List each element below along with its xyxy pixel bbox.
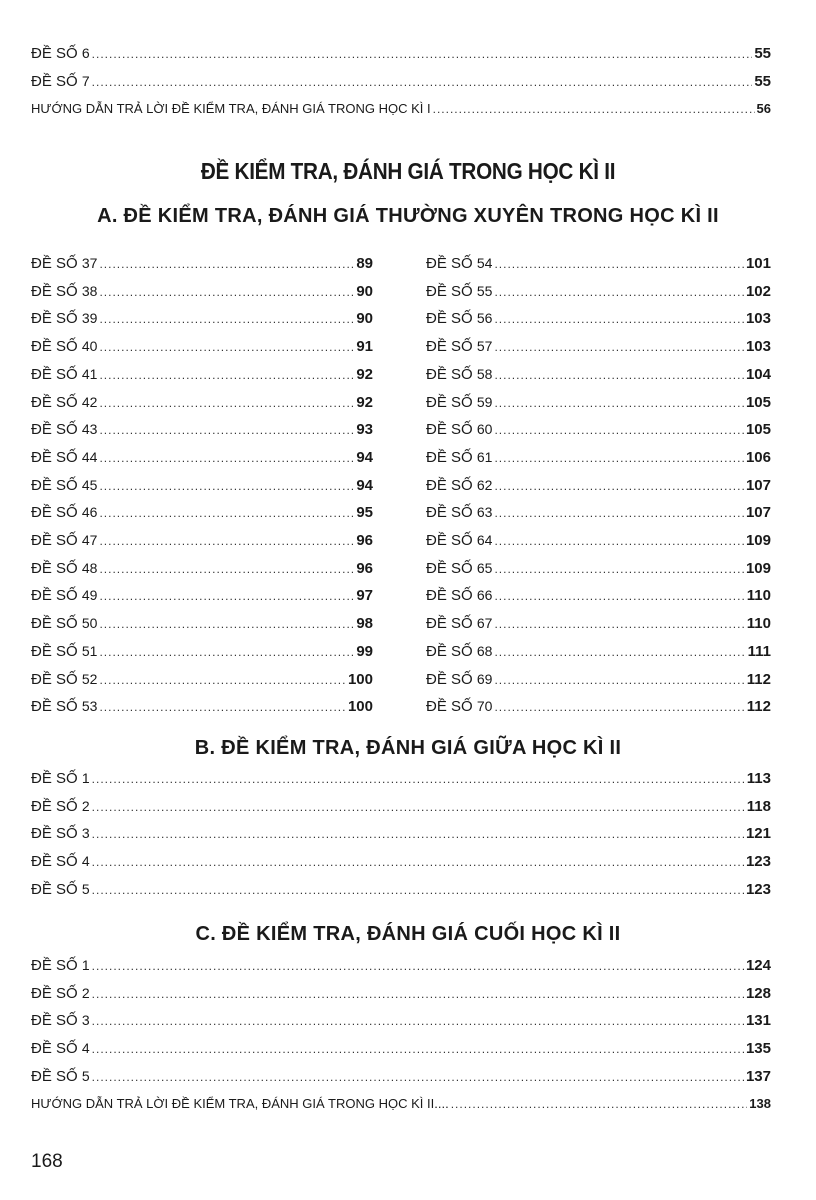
toc-entry-label [31, 610, 97, 637]
toc-entry-label [31, 1091, 449, 1117]
toc-entry-number: 5 [81, 1067, 90, 1084]
toc-entry-title: ĐỀ SỐ [31, 338, 78, 356]
page-number: 168 [31, 1151, 63, 1172]
toc-entry-number: 40 [81, 338, 98, 355]
toc-entry-number: 54 [476, 255, 493, 271]
toc-entry-title: ĐỀ SỐ [31, 504, 78, 522]
toc-entry-label [31, 765, 90, 792]
toc-entry-number: 66 [476, 587, 493, 604]
toc-entry-number: 65 [476, 559, 493, 576]
toc-entry-title: ĐỀ SỐ [426, 559, 473, 577]
toc-entry[interactable] [31, 952, 771, 978]
toc-entry-label [31, 278, 97, 305]
dot-leader [451, 1091, 748, 1117]
toc-entry-title: ĐỀ SỐ [426, 615, 473, 633]
toc-entry-label [31, 250, 97, 277]
toc-entry-label [31, 666, 97, 693]
dot-leader [99, 611, 354, 637]
toc-entry[interactable] [31, 527, 373, 553]
toc-entry-label [31, 876, 90, 903]
dot-leader [92, 69, 753, 95]
toc-entry[interactable] [31, 610, 373, 636]
toc-entry[interactable] [426, 582, 771, 608]
toc-entry-label [31, 1035, 90, 1062]
toc-entry-title: ĐỀ SỐ [31, 698, 78, 716]
toc-entry-page: 100 [347, 698, 373, 716]
toc-entry-title: ĐỀ SỐ [426, 282, 473, 300]
toc-entry[interactable] [31, 1063, 771, 1089]
dot-leader [99, 362, 354, 388]
dot-leader [494, 473, 744, 499]
toc-entry-number: 4 [81, 1040, 90, 1057]
toc-entry[interactable] [31, 278, 373, 304]
toc-entry-number: 42 [81, 393, 98, 410]
dot-leader [494, 445, 744, 471]
dot-leader [99, 639, 354, 665]
toc-entry-label [426, 472, 492, 499]
toc-entry-number: 39 [81, 310, 98, 327]
toc-entry-number: 52 [81, 670, 98, 687]
toc-entry-number: 46 [81, 504, 98, 521]
toc-entry-number: 58 [476, 365, 493, 382]
toc-entry-page: 97 [356, 587, 373, 605]
dot-leader [99, 390, 354, 416]
toc-entry-label [31, 333, 97, 360]
toc-entry-title: ĐỀ SỐ [31, 421, 78, 439]
toc-entry-label [31, 96, 431, 122]
toc-entry-title: ĐỀ SỐ [31, 559, 78, 577]
toc-entry-label [31, 68, 90, 95]
toc-entry[interactable] [426, 444, 771, 470]
toc-entry-page: 55 [754, 73, 771, 90]
toc-entry-label [31, 793, 90, 820]
toc-entry-number: 64 [476, 532, 493, 548]
toc-entry[interactable] [31, 250, 373, 276]
toc-entry-number: 1 [81, 770, 90, 786]
toc-entry-label [426, 278, 492, 305]
toc-entry-label [31, 472, 97, 499]
toc-entry[interactable] [31, 1091, 771, 1117]
toc-entry-number: 38 [81, 282, 98, 299]
toc-entry-title: HƯỚNG DẪN TRẢ LỜI ĐỀ KIỂM TRA, ĐÁNH GIÁ TRONG HỌC KÌ I [31, 101, 431, 116]
toc-entry-label [426, 555, 492, 582]
toc-entry-label [31, 638, 97, 665]
dot-leader [494, 528, 744, 554]
toc-entry[interactable] [426, 666, 771, 692]
dot-leader [494, 279, 744, 305]
toc-entry-page: 102 [745, 282, 771, 300]
toc-entry-page: 118 [746, 797, 771, 815]
dot-leader [494, 583, 744, 609]
toc-entry-title: ĐỀ SỐ [31, 957, 78, 974]
toc-entry[interactable] [31, 333, 373, 359]
toc-entry-label [31, 527, 97, 554]
toc-entry-title: ĐỀ SỐ [31, 310, 78, 328]
dot-leader [99, 694, 346, 720]
section-c-title: C. ĐỀ KIỂM TRA, ĐÁNH GIÁ CUỐI HỌC KÌ II [195, 923, 621, 945]
toc-entry-label [426, 666, 492, 693]
toc-entry-page: 110 [746, 587, 771, 605]
toc-entry-number: 43 [81, 421, 98, 438]
toc-entry[interactable] [31, 555, 373, 581]
toc-entry-title: ĐỀ SỐ [31, 797, 78, 815]
dot-leader [494, 362, 744, 388]
dot-leader [99, 528, 354, 554]
toc-entry-page: 107 [745, 476, 771, 494]
toc-entry[interactable] [31, 68, 771, 94]
toc-entry[interactable] [426, 361, 771, 387]
toc-entry-label [426, 610, 492, 637]
toc-entry-title: ĐỀ SỐ [31, 1040, 78, 1058]
toc-entry-number: 5 [81, 880, 90, 897]
toc-entry-title: ĐỀ SỐ [31, 1012, 78, 1030]
dot-leader [494, 667, 744, 693]
toc-entry[interactable] [31, 96, 771, 122]
toc-entry-page: 106 [745, 448, 771, 466]
dot-leader [494, 390, 744, 416]
toc-entry-title: ĐỀ SỐ [31, 255, 78, 272]
toc-entry-page: 123 [745, 880, 771, 898]
toc-entry[interactable] [426, 333, 771, 359]
dot-leader [99, 500, 354, 526]
toc-entry-label [426, 416, 492, 443]
toc-entry-title: ĐỀ SỐ [426, 504, 473, 522]
section-b-title: B. ĐỀ KIỂM TRA, ĐÁNH GIÁ GIỮA HỌC KÌ II [194, 737, 622, 759]
toc-entry-title: ĐỀ SỐ [426, 532, 473, 549]
dot-leader [92, 849, 744, 875]
toc-entry-page: 56 [756, 101, 771, 116]
toc-entry-page: 111 [747, 642, 771, 660]
dot-leader [433, 96, 755, 122]
toc-entry[interactable] [426, 278, 771, 304]
toc-entry-title: HƯỚNG DẪN TRẢ LỜI ĐỀ KIỂM TRA, ĐÁNH GIÁ TRONG HỌC KÌ II.... [31, 1095, 449, 1111]
toc-entry-label [31, 361, 97, 388]
main-title: ĐỀ KIỂM TRA, ĐÁNH GIÁ TRONG HỌC KÌ II [200, 158, 616, 184]
toc-entry-number: 50 [81, 615, 98, 632]
toc-entry-number: 60 [476, 421, 493, 438]
toc-entry[interactable] [426, 389, 771, 415]
toc-entry-page: 91 [356, 338, 373, 356]
toc-entry[interactable] [31, 820, 771, 846]
toc-entry-page: 92 [356, 393, 373, 411]
toc-entry-label [426, 361, 492, 388]
dot-leader [92, 821, 744, 847]
toc-entry-label [31, 848, 90, 875]
toc-entry-page: 104 [745, 365, 771, 383]
toc-entry-label [426, 333, 492, 360]
toc-entry[interactable] [426, 472, 771, 498]
toc-entry[interactable] [426, 305, 771, 331]
dot-leader [494, 639, 745, 665]
toc-entry[interactable] [31, 876, 771, 902]
toc-entry[interactable] [31, 361, 373, 387]
toc-entry-label [31, 1063, 90, 1090]
toc-entry-label [31, 444, 97, 471]
toc-entry-page: 124 [745, 957, 771, 974]
toc-entry-title: ĐỀ SỐ [426, 476, 473, 494]
toc-entry-label [426, 527, 492, 554]
dot-leader [92, 41, 753, 67]
toc-entry-number: 63 [476, 504, 493, 521]
dot-leader [99, 667, 346, 693]
toc-entry-page: 105 [745, 393, 771, 411]
toc-entry-number: 2 [81, 797, 90, 814]
toc-entry-title: ĐỀ SỐ [31, 532, 78, 549]
toc-entry[interactable] [31, 848, 771, 874]
dot-leader [92, 1008, 744, 1034]
toc-entry-page: 128 [745, 984, 771, 1002]
toc-entry-number: 51 [81, 642, 98, 659]
toc-entry-title: ĐỀ SỐ [31, 448, 78, 466]
toc-entry-page: 105 [745, 421, 771, 439]
toc-entry-page: 89 [356, 255, 373, 272]
toc-entry-title: ĐỀ SỐ [31, 365, 78, 383]
toc-entry-label [426, 638, 492, 665]
toc-entry-page: 123 [745, 853, 771, 871]
toc-entry-page: 99 [356, 642, 373, 660]
toc-entry-number: 68 [476, 642, 493, 659]
dot-leader [99, 306, 354, 332]
toc-entry-number: 47 [81, 532, 98, 548]
dot-leader [494, 417, 744, 443]
toc-entry-title: ĐỀ SỐ [426, 310, 473, 328]
toc-entry-label [426, 693, 492, 720]
toc-entry[interactable] [31, 444, 373, 470]
toc-entry-number: 37 [81, 255, 98, 271]
toc-entry-label [426, 444, 492, 471]
toc-entry-page: 135 [745, 1040, 771, 1058]
toc-entry[interactable] [31, 638, 373, 664]
toc-entry-label [426, 250, 492, 277]
toc-entry-page: 90 [356, 310, 373, 328]
toc-entry-title: ĐỀ SỐ [426, 448, 473, 466]
toc-entry-page: 137 [745, 1067, 771, 1085]
toc-entry-label [31, 820, 90, 847]
toc-entry[interactable] [426, 499, 771, 525]
toc-entry-title: ĐỀ SỐ [426, 255, 473, 272]
toc-entry-title: ĐỀ SỐ [426, 642, 473, 660]
toc-entry-title: ĐỀ SỐ [426, 365, 473, 383]
dot-leader [99, 334, 354, 360]
toc-entry-page: 109 [745, 532, 771, 549]
toc-entry-number: 3 [81, 1012, 90, 1029]
dot-leader [99, 445, 354, 471]
dot-leader [99, 473, 354, 499]
toc-entry-label [426, 305, 492, 332]
dot-leader [92, 953, 744, 979]
toc-entry-label [31, 40, 90, 67]
toc-entry-page: 109 [745, 559, 771, 577]
toc-entry[interactable] [31, 389, 373, 415]
toc-entry-title: ĐỀ SỐ [31, 282, 78, 300]
toc-entry[interactable] [31, 693, 373, 719]
toc-entry-page: 55 [754, 45, 771, 62]
section-a-title: A. ĐỀ KIỂM TRA, ĐÁNH GIÁ THƯỜNG XUYÊN TRONG HỌC KÌ II [97, 205, 719, 227]
toc-entry-number: 49 [81, 587, 98, 604]
dot-leader [99, 556, 354, 582]
toc-entry-title: ĐỀ SỐ [31, 770, 78, 787]
toc-entry-title: ĐỀ SỐ [31, 984, 78, 1002]
toc-entry-number: 2 [81, 984, 90, 1001]
toc-entry-number: 4 [81, 853, 90, 870]
toc-entry[interactable] [31, 582, 373, 608]
toc-entry-number: 53 [81, 698, 98, 715]
toc-entry-number: 67 [476, 615, 493, 632]
toc-entry-title: ĐỀ SỐ [426, 670, 473, 688]
toc-entry-page: 94 [356, 448, 373, 466]
toc-entry-number: 41 [81, 365, 98, 382]
toc-entry[interactable] [426, 638, 771, 664]
toc-entry[interactable] [426, 610, 771, 636]
toc-entry-page: 95 [356, 504, 373, 522]
toc-entry-page: 107 [745, 504, 771, 522]
dot-leader [92, 877, 744, 903]
toc-entry-page: 98 [356, 615, 373, 633]
toc-entry-number: 62 [476, 476, 493, 493]
toc-entry-page: 103 [745, 310, 771, 328]
dot-leader [99, 417, 354, 443]
toc-entry-page: 112 [746, 670, 771, 688]
toc-entry-label [31, 1007, 90, 1034]
toc-entry-number: 59 [476, 393, 493, 410]
toc-entry-number: 6 [81, 45, 90, 61]
toc-entry-title: ĐỀ SỐ [31, 45, 78, 62]
toc-entry-page: 101 [745, 255, 771, 272]
toc-entry-page: 112 [746, 698, 771, 716]
toc-entry-label [31, 499, 97, 526]
toc-entry-number: 61 [476, 448, 493, 465]
toc-entry-number: 69 [476, 670, 493, 687]
toc-entry-page: 93 [356, 421, 373, 439]
toc-entry-page: 113 [746, 770, 771, 787]
toc-entry[interactable] [31, 1035, 771, 1061]
toc-entry-page: 121 [745, 825, 771, 843]
toc-entry-title: ĐỀ SỐ [31, 476, 78, 494]
dot-leader [92, 1036, 744, 1062]
dot-leader [494, 611, 744, 637]
toc-entry[interactable] [31, 793, 771, 819]
toc-entry-title: ĐỀ SỐ [31, 825, 78, 843]
toc-entry-title: ĐỀ SỐ [31, 393, 78, 411]
toc-entry-label [31, 952, 90, 979]
toc-entry-label [31, 555, 97, 582]
toc-entry[interactable] [426, 555, 771, 581]
toc-entry-page: 100 [347, 670, 373, 688]
toc-entry-number: 48 [81, 559, 98, 576]
dot-leader [92, 981, 744, 1007]
toc-entry-page: 138 [749, 1095, 771, 1111]
toc-entry-label [426, 389, 492, 416]
toc-entry-title: ĐỀ SỐ [31, 853, 78, 871]
toc-entry-number: 7 [81, 73, 90, 89]
toc-entry-title: ĐỀ SỐ [31, 880, 78, 898]
dot-leader [494, 251, 744, 277]
dot-leader [494, 306, 744, 332]
toc-entry[interactable] [31, 305, 373, 331]
toc-entry-label [31, 980, 90, 1007]
toc-entry-number: 56 [476, 310, 493, 327]
toc-entry[interactable] [426, 416, 771, 442]
toc-entry-page: 131 [745, 1012, 771, 1030]
dot-leader [494, 556, 744, 582]
toc-entry[interactable] [31, 1007, 771, 1033]
toc-entry-number: 57 [476, 338, 493, 355]
toc-entry-label [426, 499, 492, 526]
toc-entry-page: 94 [356, 476, 373, 494]
toc-entry-title: ĐỀ SỐ [426, 393, 473, 411]
toc-entry-title: ĐỀ SỐ [426, 421, 473, 439]
dot-leader [494, 500, 744, 526]
toc-entry-label [31, 416, 97, 443]
toc-entry-label [426, 582, 492, 609]
dot-leader [99, 279, 354, 305]
toc-entry-number: 44 [81, 448, 98, 465]
dot-leader [494, 334, 744, 360]
toc-entry-number: 55 [476, 282, 493, 299]
toc-entry[interactable] [31, 40, 771, 66]
toc-entry-title: ĐỀ SỐ [426, 698, 473, 716]
toc-entry-number: 3 [81, 825, 90, 842]
toc-entry-title: ĐỀ SỐ [426, 338, 473, 356]
toc-entry-number: 45 [81, 476, 98, 493]
toc-entry[interactable] [31, 416, 373, 442]
toc-entry-label [31, 693, 97, 720]
toc-entry[interactable] [426, 250, 771, 276]
toc-entry-page: 96 [356, 559, 373, 577]
toc-entry-number: 1 [81, 957, 90, 973]
toc-entry-page: 103 [745, 338, 771, 356]
toc-entry[interactable] [426, 527, 771, 553]
toc-entry[interactable] [31, 472, 373, 498]
dot-leader [92, 1064, 744, 1090]
dot-leader [99, 251, 354, 277]
toc-entry-label [31, 389, 97, 416]
toc-entry[interactable] [31, 666, 373, 692]
toc-entry-page: 92 [356, 365, 373, 383]
toc-entry-page: 110 [746, 615, 771, 633]
dot-leader [92, 794, 745, 820]
toc-entry[interactable] [31, 499, 373, 525]
dot-leader [92, 766, 745, 792]
toc-entry-number: 70 [476, 698, 493, 715]
toc-entry-title: ĐỀ SỐ [31, 670, 78, 688]
toc-entry-title: ĐỀ SỐ [31, 642, 78, 660]
toc-entry-page: 96 [356, 532, 373, 549]
toc-entry-title: ĐỀ SỐ [31, 73, 78, 90]
toc-entry-page: 90 [356, 282, 373, 300]
toc-entry-title: ĐỀ SỐ [31, 587, 78, 605]
toc-entry[interactable] [426, 693, 771, 719]
toc-entry-label [31, 305, 97, 332]
dot-leader [99, 583, 354, 609]
toc-entry[interactable] [31, 765, 771, 791]
toc-entry-title: ĐỀ SỐ [31, 1067, 78, 1085]
dot-leader [494, 694, 744, 720]
toc-entry-title: ĐỀ SỐ [426, 587, 473, 605]
toc-entry-title: ĐỀ SỐ [31, 615, 78, 633]
toc-entry[interactable] [31, 980, 771, 1006]
toc-entry-label [31, 582, 97, 609]
